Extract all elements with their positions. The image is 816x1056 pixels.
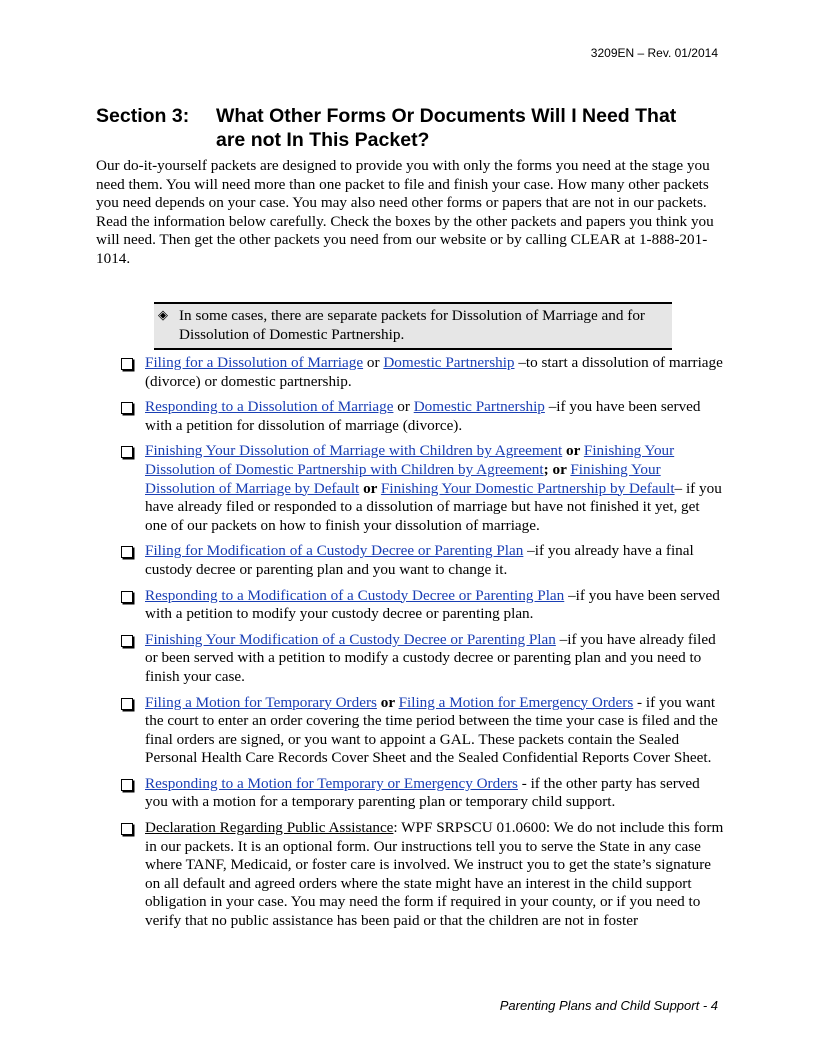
item-description: –if you already have a final custody decree or parenting plan and you want to change it. — [145, 542, 694, 578]
checkbox[interactable] — [121, 358, 133, 370]
connector-text: or — [376, 693, 399, 711]
link-motion-emergency-orders[interactable]: Filing a Motion for Emergency Orders — [398, 693, 634, 711]
checkbox[interactable] — [121, 546, 133, 558]
link-filing-domestic-partnership[interactable]: Domestic Partnership — [383, 354, 515, 371]
checklist-item — [119, 819, 724, 931]
section-number: Section 3: — [96, 105, 190, 127]
checklist-item — [119, 694, 724, 768]
connector-text: ; or — [543, 460, 571, 478]
checkbox[interactable] — [121, 402, 133, 414]
link-finishing-modification[interactable]: Finishing Your Modification of a Custody Decree or Parenting Plan — [145, 630, 556, 648]
checklist-item — [119, 631, 724, 687]
item-description: - if you want the court to enter an order covering the time period between the time your case is filed and the final orders are signed, or you want to appoint a GAL. These packets contain the Sealed Personal Health Care Records Cover Sheet and the Sealed Confidential Reports Cover Sheet. — [145, 693, 718, 767]
checkbox[interactable] — [121, 446, 133, 458]
link-finishing-marriage-agreement[interactable]: Finishing Your Dissolution of Marriage with Children by Agreement — [145, 442, 563, 460]
connector-text: or — [359, 479, 381, 497]
checklist-item — [119, 587, 724, 624]
item-description: –if you have been served with a petition for dissolution of marriage (divorce). — [145, 398, 701, 434]
packet-checklist — [119, 354, 724, 938]
checklist-item — [119, 442, 724, 535]
note-box — [154, 302, 672, 350]
item-description: : WPF SRPSCU 01.0600: We do not include this form in our packets. It is an optional form. Our instructions tell you to serve the State in any case where TANF, Medicaid, or foster care is involved. We instruct you to get the state’s signature on all default and agreed orders where the state might have an interest in the child support obligation in your case. You may need the form if required in your county, or if you need to verify that no public assistance has been paid or that the children are not in foster — [145, 819, 724, 930]
connector-text: or — [562, 442, 584, 460]
item-description: – if you have already filed or responded to a dissolution of marriage but have not finished it yet, get one of our packets on how to finish your dissolution of marriage. — [145, 479, 722, 534]
section-title-line2: are not In This Packet? — [216, 129, 430, 151]
link-responding-modification[interactable]: Responding to a Modification of a Custody Decree or Parenting Plan — [145, 586, 565, 604]
connector-text: or — [393, 398, 414, 416]
diamond-bullet-icon: ◈ — [158, 308, 168, 323]
link-motion-temporary-orders[interactable]: Filing a Motion for Temporary Orders — [145, 693, 377, 711]
link-finishing-marriage-default[interactable]: Finishing Your Dissolution of Marriage by Default — [145, 460, 661, 497]
checkbox[interactable] — [121, 635, 133, 647]
checkbox[interactable] — [121, 779, 133, 791]
section-title-line1: What Other Forms Or Documents Will I Need That — [216, 105, 677, 127]
page-footer: Parenting Plans and Child Support - 4 — [499, 998, 718, 1013]
checklist-item — [119, 542, 724, 579]
section-heading — [96, 104, 736, 152]
link-filing-modification[interactable]: Filing for Modification of a Custody Decree or Parenting Plan — [145, 542, 524, 560]
checklist-item — [119, 354, 724, 391]
link-finishing-partnership-default[interactable]: Finishing Your Domestic Partnership by Default — [380, 479, 675, 497]
link-finishing-partnership-agreement[interactable]: Finishing Your Dissolution of Domestic Partnership with Children by Agreement — [145, 442, 675, 478]
item-description: –if you have already filed or been served with a petition to modify a custody decree or parenting plan and you need to finish your case. — [145, 630, 716, 685]
checkbox[interactable] — [121, 698, 133, 710]
connector-text: or — [363, 354, 384, 371]
item-description: –if you have been served with a petition to modify your custody decree or parenting plan. — [145, 586, 720, 623]
item-description: –to start a dissolution of marriage (divorce) or domestic partnership. — [145, 354, 723, 390]
link-responding-domestic-partnership[interactable]: Domestic Partnership — [413, 398, 545, 416]
note-text: In some cases, there are separate packets for Dissolution of Marriage and for Dissolution of Domestic Partnership. — [179, 307, 645, 343]
link-filing-dissolution-marriage[interactable]: Filing for a Dissolution of Marriage — [145, 354, 364, 371]
link-responding-dissolution-marriage[interactable]: Responding to a Dissolution of Marriage — [145, 398, 394, 416]
declaration-title: Declaration Regarding Public Assistance — [145, 819, 394, 837]
link-responding-motion[interactable]: Responding to a Motion for Temporary or Emergency Orders — [145, 774, 518, 792]
checklist-item — [119, 775, 724, 812]
checkbox[interactable] — [121, 591, 133, 603]
item-description: - if the other party has served you with a motion for a temporary parenting plan or temporary child support. — [145, 774, 700, 811]
form-revision-code: 3209EN – Rev. 01/2014 — [590, 46, 718, 60]
checkbox[interactable] — [121, 823, 133, 835]
intro-paragraph: Our do-it-yourself packets are designed to provide you with only the forms you need at the stage you need them. You will need more than one packet to file and finish your case. How many other packets you need depends on your case. You may also need other forms or papers that are not in our packets. Read the information below carefully. Check the boxes by the other packets and papers you think you will need. Then get the other packets you need from our website or by calling CLEAR at 1-888-201-1014. — [96, 157, 714, 267]
checklist-item — [119, 398, 724, 435]
